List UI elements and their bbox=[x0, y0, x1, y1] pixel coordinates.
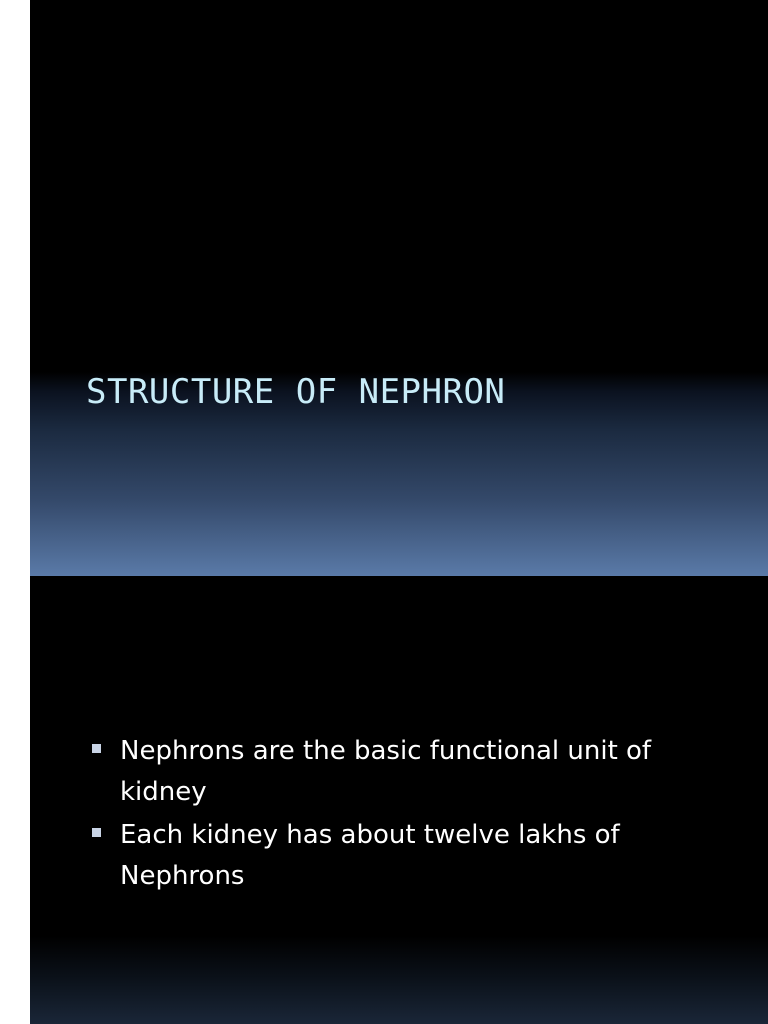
bullet-list bbox=[90, 731, 730, 899]
page-left-margin bbox=[0, 0, 30, 1024]
square-bullet-icon bbox=[92, 744, 101, 753]
content-slide bbox=[30, 576, 768, 1024]
title-slide bbox=[30, 0, 768, 576]
bullet-text: Each kidney has about twelve lakhs of Nephrons bbox=[120, 820, 620, 891]
slide-title: STRUCTURE OF NEPHRON bbox=[86, 372, 506, 412]
bullet-text: Nephrons are the basic functional unit of kidney bbox=[120, 736, 652, 807]
bullet-item bbox=[90, 815, 730, 897]
square-bullet-icon bbox=[92, 828, 101, 837]
bullet-item bbox=[90, 731, 730, 813]
